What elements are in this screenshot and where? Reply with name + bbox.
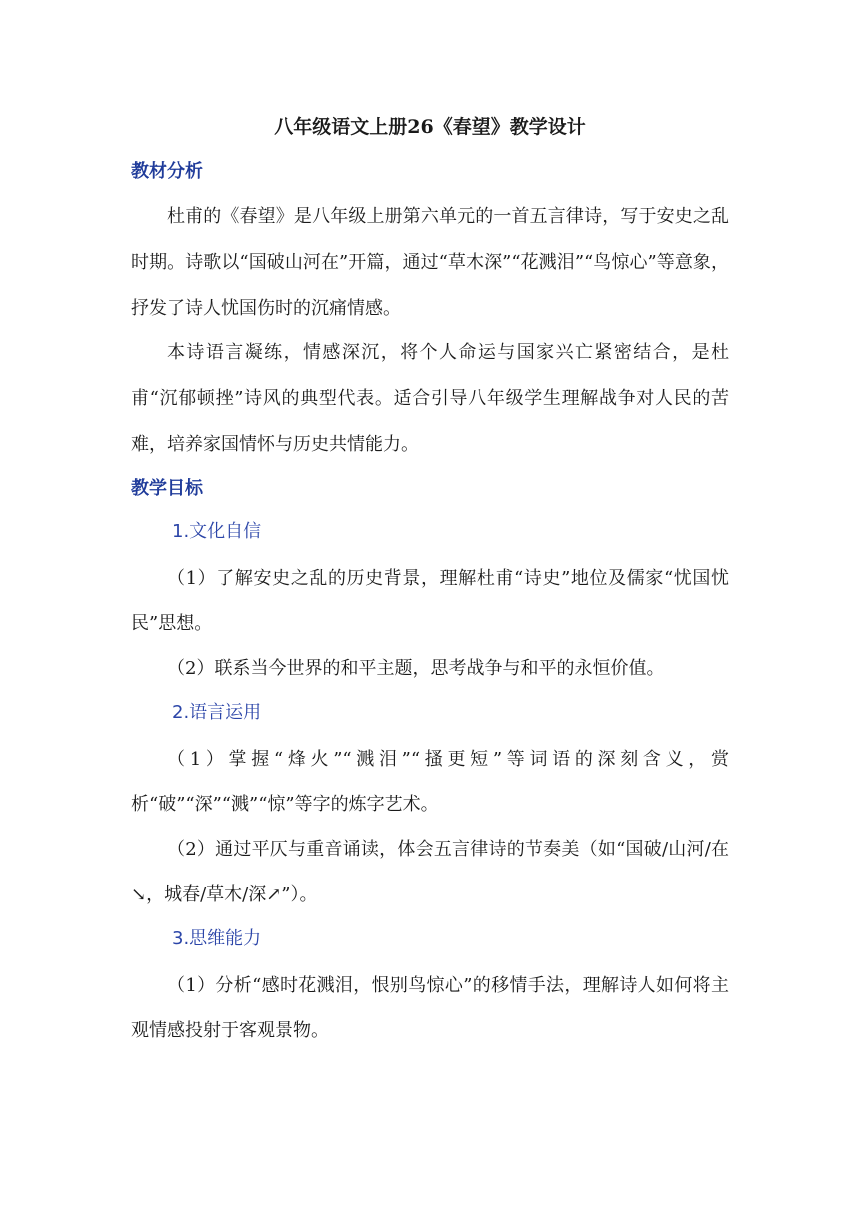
goal-1-title: 1.文化自信 [172, 521, 262, 542]
goal-2-title: 2.语言运用 [172, 702, 262, 723]
heading-analysis: 教材分析 [131, 161, 203, 182]
analysis-paragraph-1: 杜甫的《春望》是八年级上册第六单元的一首五言律诗，写于安史之乱时期。诗歌以“国破山河在”开篇，通过“草木深”“花溅泪”“鸟惊心”等意象，抒发了诗人忧国伤时的沉痛情感。 [131, 206, 729, 319]
goal-3-item-1: （1）分析“感时花溅泪，恨别鸟惊心”的移情手法，理解诗人如何将主观情感投射于客观景物。 [131, 975, 729, 1041]
goal-1-item-1: （1）了解安史之乱的历史背景，理解杜甫“诗史”地位及儒家“忧国忧民”思想。 [131, 568, 729, 634]
goal-3-title: 3.思维能力 [172, 928, 262, 949]
analysis-paragraph-2: 本诗语言凝练，情感深沉，将个人命运与国家兴亡紧密结合，是杜甫“沉郁顿挫”诗风的典型代表。适合引导八年级学生理解战争对人民的苦难，培养家国情怀与历史共情能力。 [131, 342, 729, 455]
goal-2-item-2: （2）通过平仄与重音诵读，体会五言律诗的节奏美（如“国破/山河/在↘，城春/草木/深↗”）。 [131, 839, 729, 905]
heading-goals: 教学目标 [131, 478, 203, 499]
goal-2-item-1: （1）掌握“烽火”“溅泪”“搔更短”等词语的深刻含义，赏析“破”“深”“溅”“惊”等字的炼字艺术。 [131, 749, 729, 815]
goal-1-item-2: （2）联系当今世界的和平主题，思考战争与和平的永恒价值。 [167, 658, 665, 679]
document-title: 八年级语文上册26《春望》教学设计 [274, 116, 586, 138]
